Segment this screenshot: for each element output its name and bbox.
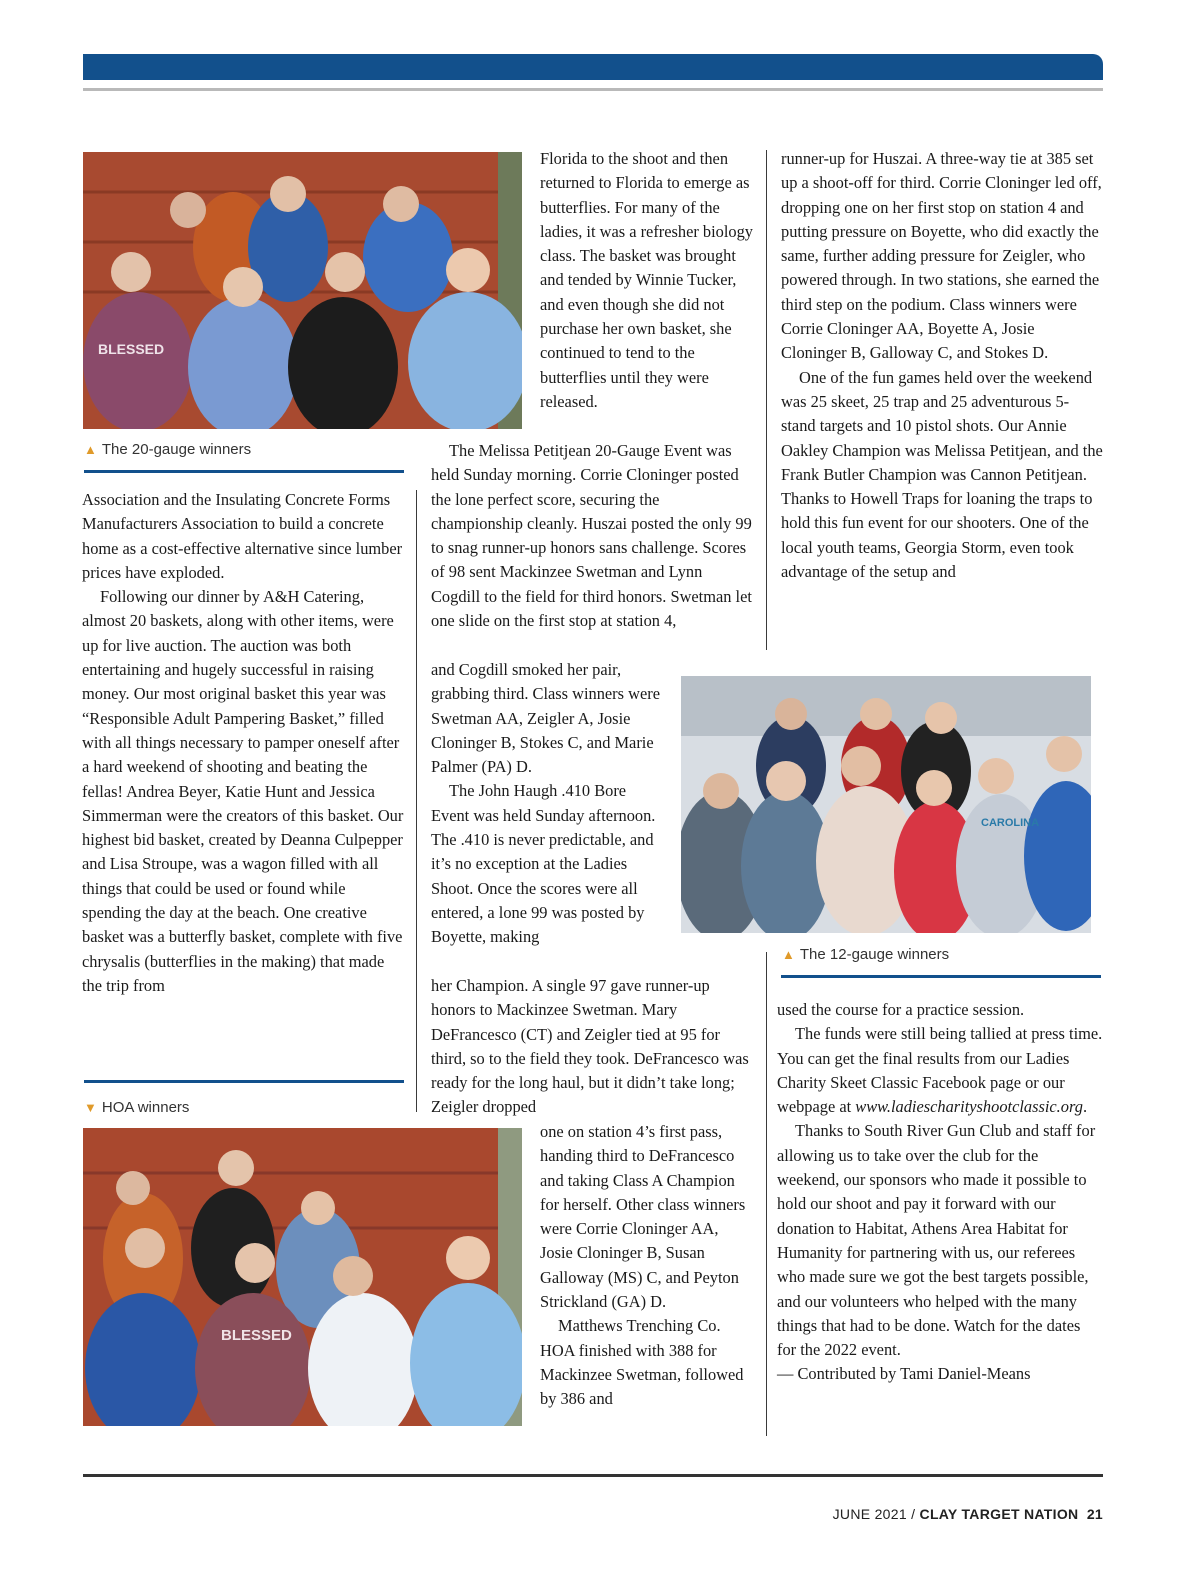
shirt-text-blessed: BLESSED <box>98 341 165 357</box>
page-footer <box>833 1506 1103 1522</box>
col1-paragraph-2: Following our dinner by A&H Catering, almost 20 baskets, along with other items, were up for live auction. The auction was both entertaining and hugely successful in raising money. Our most original basket this year was “Responsible Adult Pampering Basket,” filled with all things necessary to pamper oneself after a hard weekend of shooting and beating the fellas! Andrea Beyer, Katie Hunt and Jessica Simmerman were the creators of this basket. Our highest bid basket, created by Deanna Culpepper and Lisa Stroupe, was a wagon filled with all things that could be used or found while spending the day at the beach. One creative basket was a butterfly basket, complete with five chrysalis (butterflies in the making) that made the trip from <box>82 587 404 995</box>
col2-paragraph-20-gauge-cont: and Cogdill smoked her pair, grabbing third. Class winners were Swetman AA, Zeigler A, Josie Cloninger B, Stokes C, and Marie Palmer (PA) D. <box>431 660 660 777</box>
column-divider-2 <box>766 150 767 650</box>
shirt-text-blessed-hoa: BLESSED <box>221 1327 292 1344</box>
column-3-top <box>781 147 1103 584</box>
triangle-up-icon: ▲ <box>84 442 97 457</box>
triangle-down-icon: ▼ <box>84 1100 97 1115</box>
col2-paragraph-hoa: Matthews Trenching Co. HOA finished with 388 for Mackinzee Swetman, followed by 386 and <box>540 1316 744 1409</box>
photo-20-gauge-winners <box>83 152 522 429</box>
webpage-link[interactable]: www.ladiescharityshootclassic.org <box>855 1097 1083 1117</box>
header-bar <box>83 54 1103 80</box>
col3-paragraph-4-text: The funds were still being tallied at press time. You can get the final results from our Ladies Charity Skeet Classic Facebook page or our webpage at <box>777 1024 1103 1117</box>
photo-hoa-image <box>83 1128 522 1426</box>
footer-issue: JUNE 2021 <box>832 1506 907 1522</box>
caption-20-gauge <box>84 441 251 458</box>
column-1 <box>82 488 404 998</box>
column-2-narrow <box>431 658 661 950</box>
col3-paragraph-3: used the course for a practice session. <box>777 1000 1025 1019</box>
column-2-top <box>540 147 755 414</box>
col2-paragraph-bottom: one on station 4’s first pass, handing third to DeFrancesco and taking Class A Champion for herself. Other class winners were Corrie Cloninger AA, Josie Cloninger B, Susan Galloway (MS) C, and Peyton Strickland (GA) D. <box>540 1122 746 1312</box>
triangle-up-icon: ▲ <box>782 947 795 962</box>
col1-paragraph-1: Association and the Insulating Concrete Forms Manufacturers Association to build a concrete home as a cost-effective alternative since lumber prices have exploded. <box>82 490 403 582</box>
col2-paragraph-20-gauge: The Melissa Petitjean 20-Gauge Event was held Sunday morning. Corrie Cloninger posted the lone perfect score, securing the championship cleanly. Huszai posted the only 99 to snag runner-up honors sans challenge. Scores of 98 sent Mackinzee Swetman and Lynn Cogdill to the field for third honors. Swetman let one slide on the first stop at station 4, <box>431 441 752 631</box>
column-3-bottom <box>777 998 1103 1387</box>
caption-rule-20 <box>84 470 404 473</box>
col3-paragraph-5: Thanks to South River Gun Club and staff for allowing us to take over the club for the weekend, our sponsors who made it possible to hold our shoot and pay it forward with our donation to Habitat, Athens Area Habitat for Humanity for partnering with us, our referees who made sure we got the best targets possible, and our volunteers who helped with the many things that had to be done. Watch for the dates for the 2022 event. <box>777 1121 1096 1360</box>
column-2-bottom <box>540 1120 750 1412</box>
col2-paragraph-410-cont: her Champion. A single 97 gave runner-up honors to Mackinzee Swetman. Mary DeFrancesco (CT) and Zeigler tied at 95 for third, so to the field they took. DeFrancesco was ready for the long haul, but it didn’t take long; Zeigler dropped <box>431 976 749 1117</box>
photo-hoa-winners <box>83 1128 522 1426</box>
col2-paragraph-top: Florida to the shoot and then returned to Florida to emerge as butterflies. For many of the ladies, it was a refresher biology class. The basket was brought and tended by Winnie Tucker, and even though she did not purchase her own basket, she continued to tend to the butterflies until they were released. <box>540 149 754 411</box>
caption-12-gauge <box>782 946 949 963</box>
photo-12-gauge-winners <box>681 676 1091 933</box>
column-2-lower <box>431 974 753 1120</box>
col2-paragraph-410: The John Haugh .410 Bore Event was held Sunday afternoon. The .410 is never predictable, and it’s no exception at the Ladies Shoot. Once the scores were all entered, a lone 99 was posted by Boyette, making <box>431 781 656 947</box>
caption-rule-hoa <box>84 1080 404 1083</box>
photo-20-gauge-image <box>83 152 522 429</box>
footer-separator: / <box>911 1506 916 1522</box>
col3-paragraph-4-end: . <box>1082 1097 1088 1117</box>
column-2-mid <box>431 439 753 633</box>
footer-page-number: 21 <box>1086 1506 1103 1522</box>
shirt-text-carolina: CAROLINA <box>981 817 1040 829</box>
column-divider-1 <box>416 490 417 1112</box>
col3-paragraph-4 <box>777 1022 1103 1119</box>
header-rule <box>83 88 1103 91</box>
footer-rule <box>83 1474 1103 1477</box>
col3-paragraph-1: runner-up for Huszai. A three-way tie at 385 set up a shoot-off for third. Corrie Cloninger led off, dropping one on her first stop on station 4 and putting pressure on Boyette, who did exactly the same, further adding pressure for Zeigler, who powered through. In two stations, she earned the third step on the podium. Class winners were Corrie Cloninger AA, Boyette A, Josie Cloninger B, Galloway C, and Stokes D. <box>781 149 1102 363</box>
caption-12-gauge-text: The 12-gauge winners <box>799 946 950 963</box>
col3-signature: — Contributed by Tami Daniel-Means <box>777 1364 1031 1384</box>
column-divider-3 <box>766 952 767 1436</box>
caption-20-gauge-text: The 20-gauge winners <box>101 441 252 458</box>
col3-paragraph-2: One of the fun games held over the weekend was 25 skeet, 25 trap and 25 adventurous 5-stand targets and 10 pistol shots. Our Annie Oakley Champion was Melissa Petitjean, and the Frank Butler Champion was Cannon Petitjean. Thanks to Howell Traps for loaning the traps to hold this fun event for our shooters. One of the local youth teams, Georgia Storm, even took advantage of the setup and <box>781 367 1103 582</box>
caption-hoa <box>84 1099 189 1116</box>
caption-rule-12 <box>781 975 1101 978</box>
footer-magazine: CLAY TARGET NATION <box>919 1506 1079 1522</box>
photo-12-gauge-image <box>681 676 1091 933</box>
caption-hoa-text: HOA winners <box>101 1099 190 1116</box>
